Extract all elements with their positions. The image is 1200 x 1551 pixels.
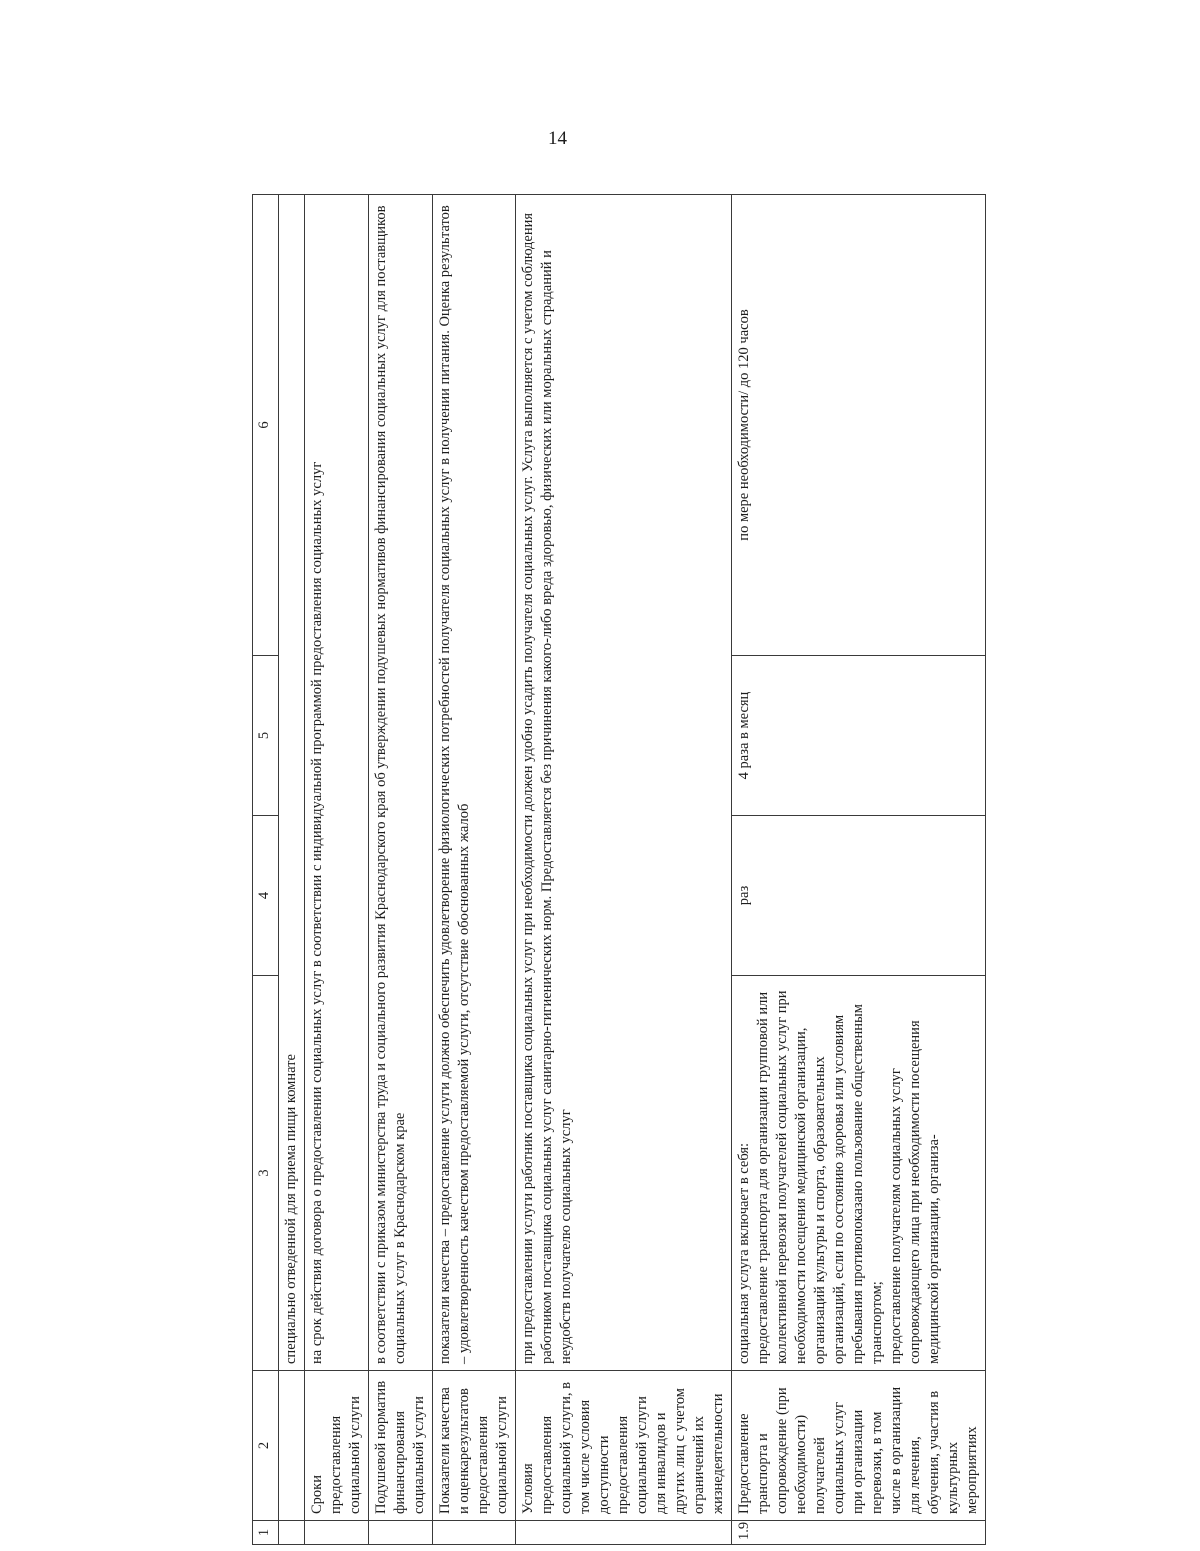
row-number-cell	[279, 1521, 305, 1545]
table-row	[279, 195, 305, 1545]
row-label-cell: Показатели качества и оценкарезультатов предоставления социальной услуги	[433, 1371, 516, 1521]
description-line: предоставление получателям социальных услуг сопровождающего лица при необходимости посещения медицинской организации, организа-	[888, 1020, 942, 1364]
column-header: 5	[253, 656, 279, 816]
service-unit-cell: раз	[732, 816, 986, 976]
table-row	[433, 195, 516, 1545]
column-header: 2	[253, 1371, 279, 1521]
column-header: 1	[253, 1521, 279, 1545]
row-text-cell: специально отведенной для приема пищи комнате	[279, 195, 305, 1371]
description-line: социальная услуга включает в себя:	[736, 1142, 752, 1364]
service-row	[732, 195, 986, 1545]
services-table	[252, 194, 986, 1545]
row-number-cell	[305, 1521, 369, 1545]
service-timing-cell: по мере необходимости/ до 120 часов	[732, 195, 986, 656]
row-label-cell: Сроки предоставления социальной услуги	[305, 1371, 369, 1521]
row-number-cell	[516, 1521, 732, 1545]
row-label-cell: Условия предоставления социальной услуги, в том числе условия доступности предоставления социальной услуги для инвалидов и других лиц с учетом ограничений их жизнедеятельности	[516, 1371, 732, 1521]
page-number: 14	[548, 128, 567, 149]
service-frequency-cell: 4 раза в месяц	[732, 656, 986, 816]
column-header: 6	[253, 195, 279, 656]
row-number-cell	[433, 1521, 516, 1545]
row-text-cell: показатели качества – предоставление услуги должно обеспечить удовлетворение физиологических потребностей получателя социальных услуг в получении питания. Оценка результатов – удовлетворенность качеством предоставляемой услуги, отсутствие обоснованных жалоб	[433, 195, 516, 1371]
row-number-cell	[369, 1521, 433, 1545]
row-text-cell: в соответствии с приказом министерства труда и социального развития Краснодарского края об утверждении подушевых нормативов финансирования социальных услуг для поставщиков социальных услуг в Краснодарском крае	[369, 195, 433, 1371]
column-header: 4	[253, 816, 279, 976]
column-header: 3	[253, 976, 279, 1371]
row-label-cell: Подушевой норматив финансирования социальной услуги	[369, 1371, 433, 1521]
service-name-cell: Предоставление транспорта и сопровождение (при необходимости) получателей социальных услуг при организации перевозки, в том числе в организации для лечения, обучения, участия в культурных мероприятиях	[732, 1371, 986, 1521]
service-description-cell	[732, 976, 986, 1371]
row-text-cell: при предоставлении услуги работник поставщика социальных услуг при необходимости должен удобно усадить получателя социальных услуг. Услуга выполняется с учетом соблюдения работником поставщика социальных услуг санитарно-гигиенических норм. Предоставляется без причинения какого-либо вреда здоровью, физических или моральных страданий и неудобств получателю социальных услуг	[516, 195, 732, 1371]
service-number-cell: 1.9	[732, 1521, 986, 1545]
table-row	[305, 195, 369, 1545]
description-line: предоставление транспорта для организации групповой или коллективной перевозки получателей социальных услуг при необходимости посещения медицинской организации, организаций культуры и спорта, образовательных организаций, если по состоянию здоровья или условиям пребывания противопоказано пользование общественным транспортом;	[755, 990, 885, 1364]
table-header-row	[253, 195, 279, 1545]
table-row	[369, 195, 433, 1545]
row-label-cell	[279, 1371, 305, 1521]
row-text-cell: на срок действия договора о предоставлении социальных услуг в соответствии с индивидуальной программой предоставления социальных услуг	[305, 195, 369, 1371]
rotated-table-container	[252, 195, 997, 1545]
table-row	[516, 195, 732, 1545]
